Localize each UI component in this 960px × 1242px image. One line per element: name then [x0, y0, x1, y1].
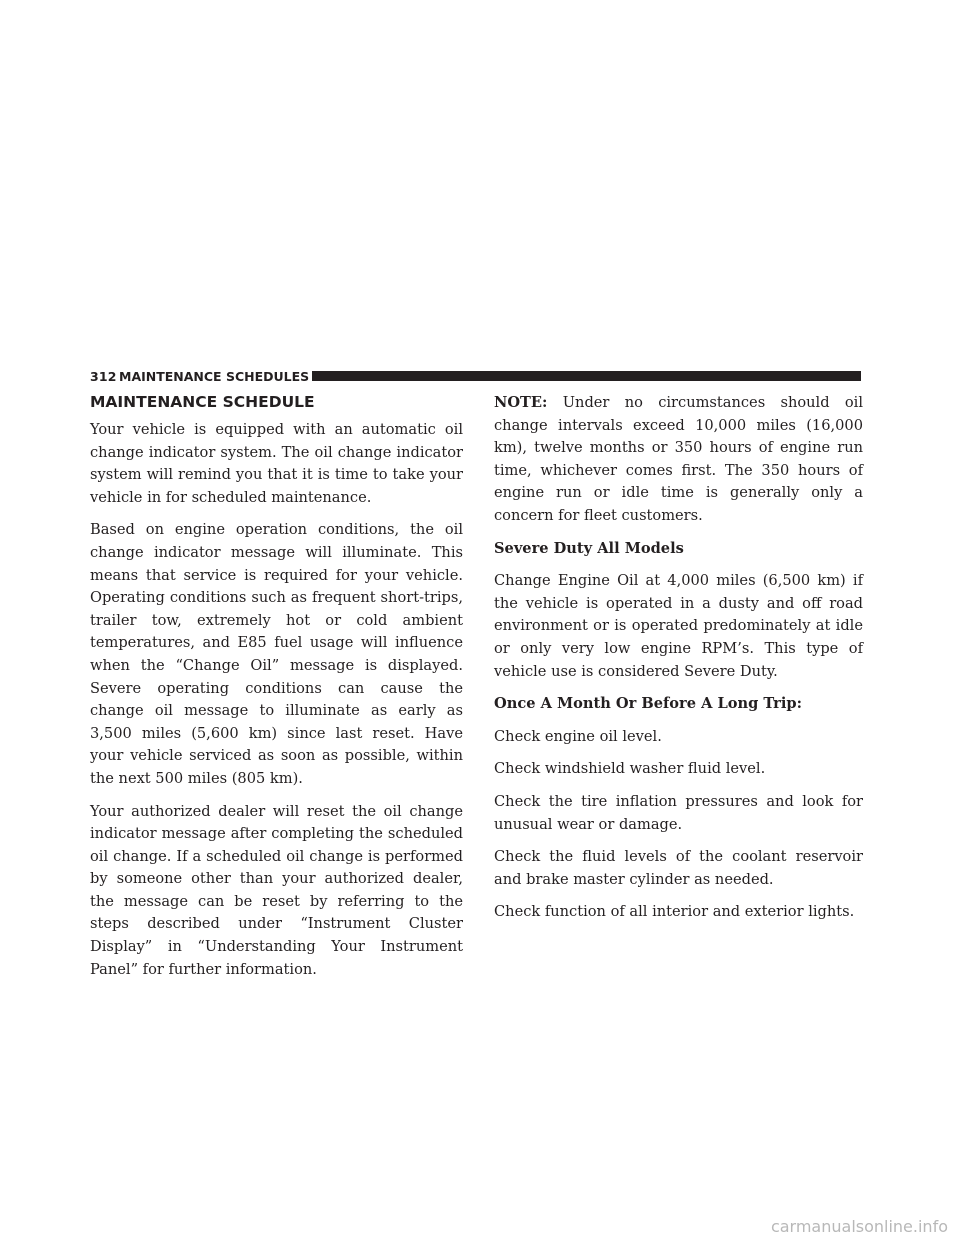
check-item: Check windshield washer fluid level.: [494, 760, 766, 778]
severe-duty-heading: Severe Duty All Models: [494, 539, 684, 557]
paragraph-operating-conditions: Based on engine operation conditions, the oil change indicator message will illuminate. This means that service is required for your vehicle. Operating conditions such as frequent short-trips, trailer tow, extremely hot or cold ambient temperatures, and E85 fuel usage will influence when the “Change Oil” message is displayed. Severe operating conditions can cause the change oil message to illuminate as early as 3,500 miles (5,600 km) since last reset. Have your vehicle serviced as soon as possible, within the next 500 miles (805 km).: [90, 521, 463, 787]
section-heading: MAINTENANCE SCHEDULES: [119, 369, 310, 384]
left-column: [90, 392, 463, 991]
paragraph-oil-indicator: Your vehicle is equipped with an automatic oil change indicator system. The oil change indicator system will remind you that it is time to take your vehicle in for scheduled maintenance.: [90, 421, 463, 506]
check-item: Check function of all interior and exterior lights.: [494, 903, 855, 921]
note-paragraph: [494, 392, 863, 528]
watermark: carmanualsonline.info: [770, 1217, 948, 1236]
paragraph-dealer-reset: Your authorized dealer will reset the oil change indicator message after completing the scheduled oil change. If a scheduled oil change is performed by someone other than your authorized dealer, the message can be reset by referring to the steps described under “Instrument Cluster Display” in “Understanding Your Instrument Panel” for further information.: [90, 802, 463, 978]
right-column: [494, 392, 863, 934]
note-label: NOTE:: [494, 394, 548, 411]
monthly-check-heading: Once A Month Or Before A Long Trip:: [494, 695, 802, 713]
check-item: Check the tire inflation pressures and look for unusual wear or damage.: [494, 792, 863, 833]
page-header: [90, 367, 861, 389]
check-item: Check engine oil level.: [494, 727, 662, 745]
check-item: Check the fluid levels of the coolant reservoir and brake master cylinder as needed.: [494, 848, 863, 888]
note-text: Under no circumstances should oil change intervals exceed 10,000 miles (16,000 km), twelve months or 350 hours of engine run time, whichever comes first. The 350 hours of engine run or idle time is generally only a concern for fleet customers.: [494, 394, 863, 524]
page-number: 312: [90, 369, 117, 384]
header-rule: [312, 371, 861, 381]
severe-duty-paragraph: Change Engine Oil at 4,000 miles (6,500 km) if the vehicle is operated in a dusty and off road environment or is operated predominately at idle or only very low engine RPM’s. This type of vehicle use is considered Severe Duty.: [494, 572, 863, 680]
page-title: MAINTENANCE SCHEDULE: [90, 393, 315, 411]
